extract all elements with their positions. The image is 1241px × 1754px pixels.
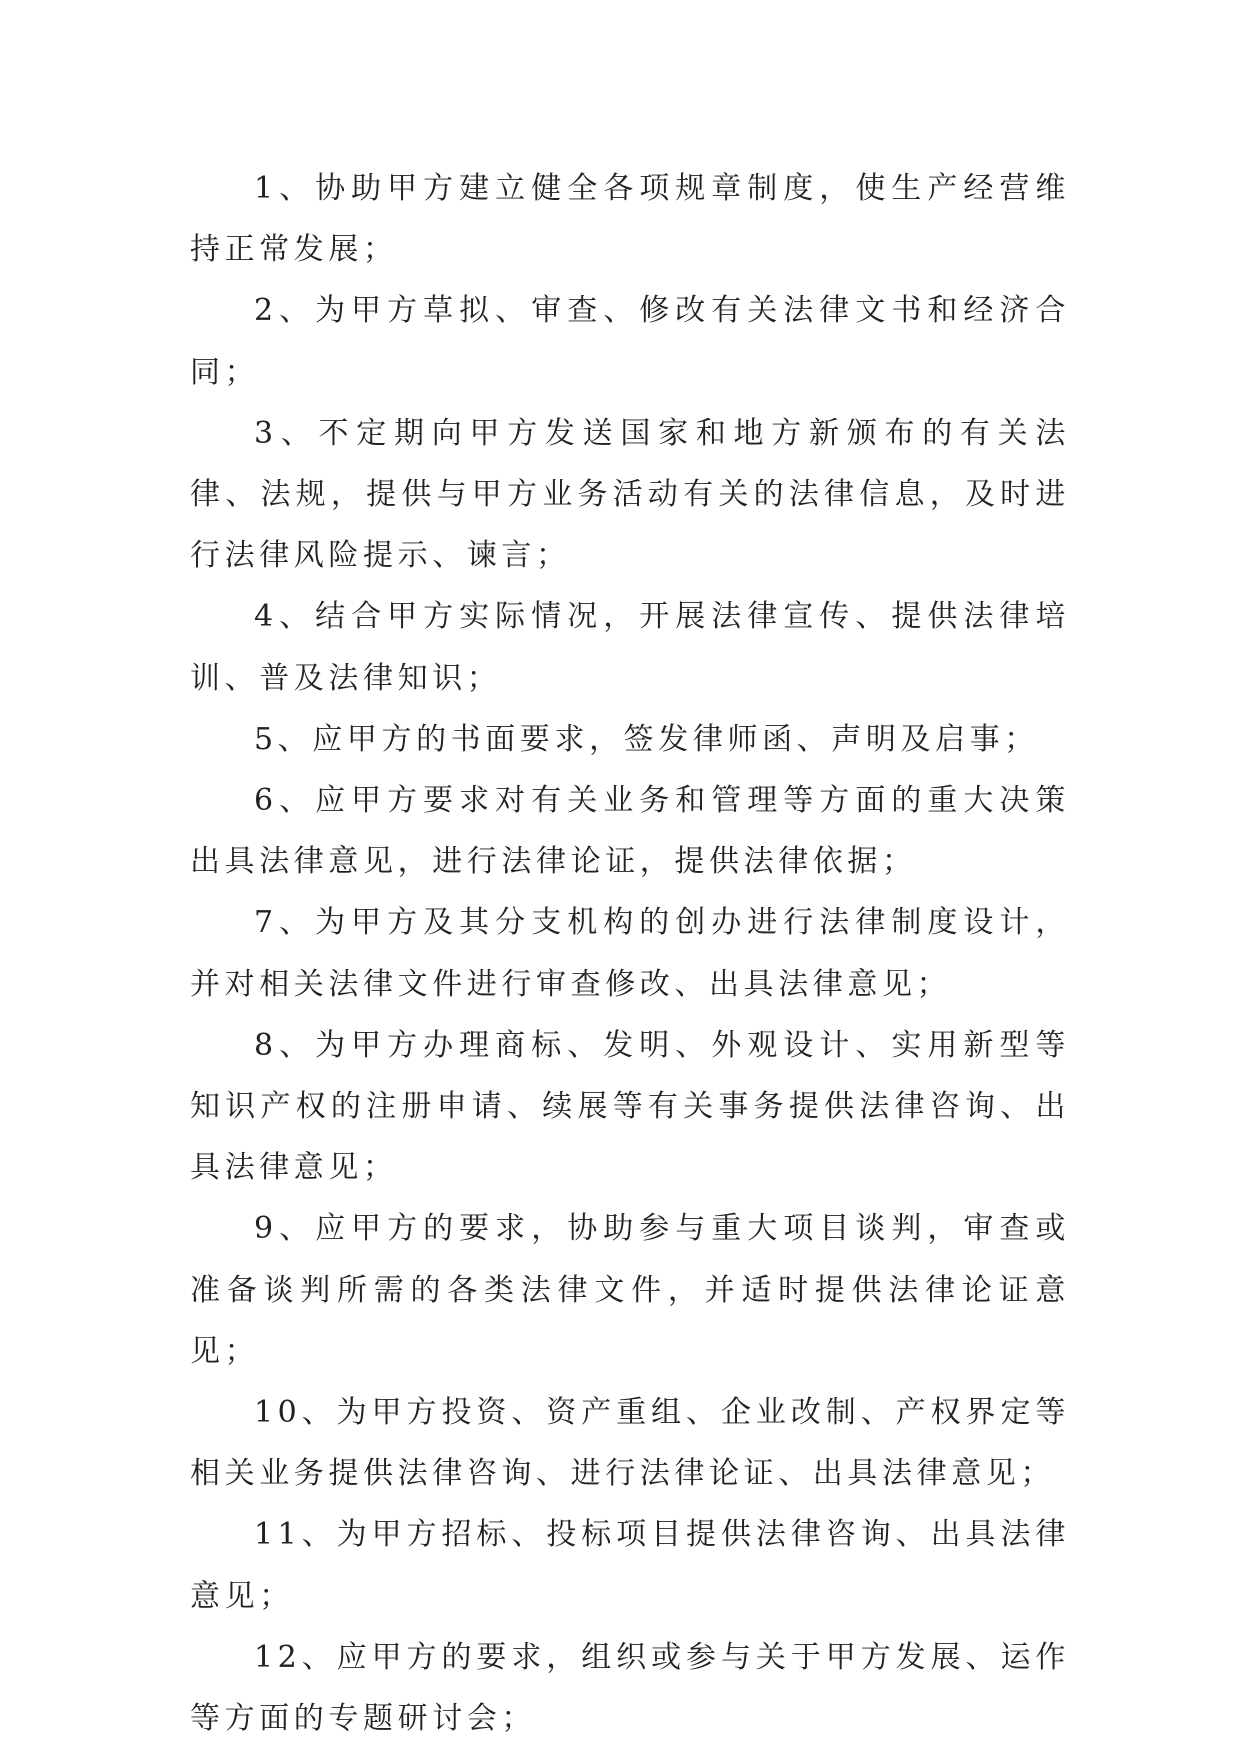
paragraph-11: 11、为甲方招标、投标项目提供法律咨询、出具法律意见； [190,1517,1070,1614]
paragraph-4: 4、结合甲方实际情况，开展法律宣传、提供法律培训、普及法律知识； [190,599,1070,696]
paragraph-1: 1、协助甲方建立健全各项规章制度，使生产经营维持正常发展； [190,171,1070,268]
paragraph-7: 7、为甲方及其分支机构的创办进行法律制度设计，并对相关法律文件进行审查修改、出具法律意见； [190,905,1070,1002]
paragraph-10: 10、为甲方投资、资产重组、企业改制、产权界定等相关业务提供法律咨询、进行法律论证、出具法律意见； [190,1395,1070,1492]
paragraph-2: 2、为甲方草拟、审查、修改有关法律文书和经济合同； [190,293,1070,390]
document-page [190,158,1070,1749]
paragraph-9: 9、应甲方的要求，协助参与重大项目谈判，审查或准备谈判所需的各类法律文件，并适时提供法律论证意见； [190,1211,1070,1369]
paragraph-12: 12、应甲方的要求，组织或参与关于甲方发展、运作等方面的专题研讨会； [190,1639,1070,1737]
paragraph-8: 8、为甲方办理商标、发明、外观设计、实用新型等知识产权的注册申请、续展等有关事务提供法律咨询、出具法律意见； [190,1027,1070,1186]
paragraph-6: 6、应甲方要求对有关业务和管理等方面的重大决策出具法律意见，进行法律论证，提供法律依据； [190,783,1070,880]
paragraph-5: 5、应甲方的书面要求，签发律师函、声明及启事； [254,721,1039,757]
paragraph-3: 3、不定期向甲方发送国家和地方新颁布的有关法律、法规，提供与甲方业务活动有关的法律信息，及时进行法律风险提示、谏言； [190,415,1070,574]
